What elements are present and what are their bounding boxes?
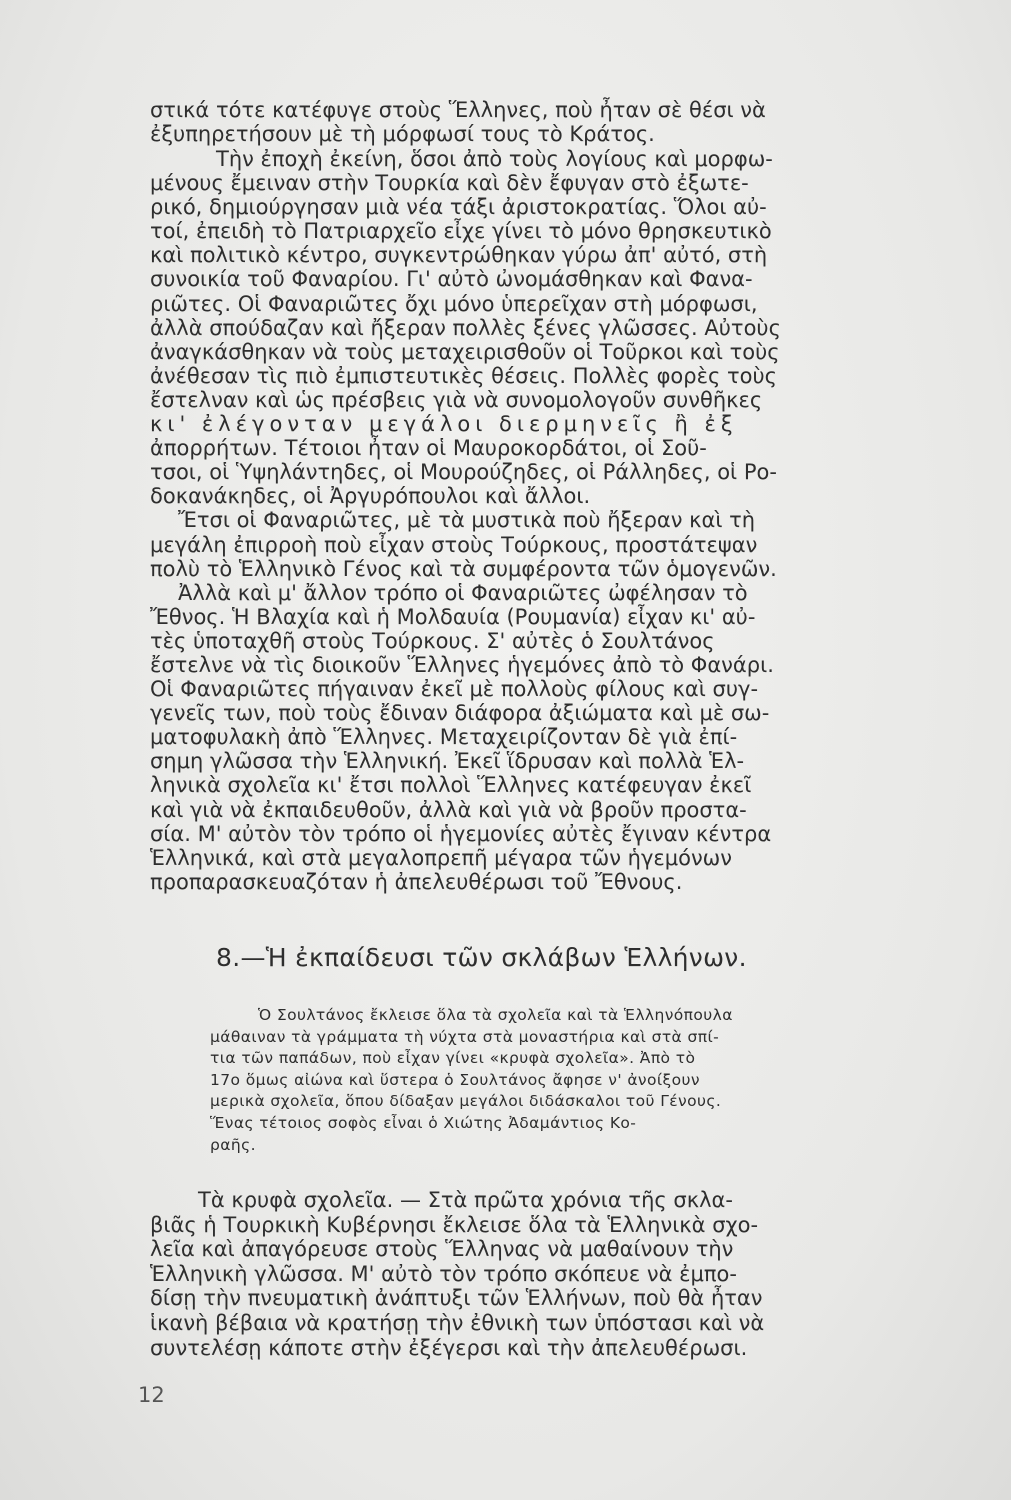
text-line: Οἱ Φαναριῶτες πήγαιναν ἐκεῖ μὲ πολλοὺς φίλους καὶ συγ- <box>150 677 759 702</box>
text-line: μένους ἔμειναν στὴν Τουρκία καὶ δὲν ἔφυγαν στὸ ἐξωτε- <box>150 171 749 196</box>
text-line: πολὺ τὸ Ἑλληνικὸ Γένος καὶ τὰ συμφέροντα τῶν ὁμογενῶν. <box>150 556 777 581</box>
paragraph-phanariotes <box>150 147 878 894</box>
text-line: γενεῖς των, ποὺ τοὺς ἔδιναν διάφορα ἀξιώματα καὶ μὲ σω- <box>150 701 770 726</box>
text-line: ματοφυλακὴ ἀπὸ Ἕλληνες. Μεταχειρίζονταν δὲ γιὰ ἐπί- <box>150 725 738 750</box>
text-line: στικά τότε κατέφυγε στοὺς Ἕλληνες, ποὺ ἦταν σὲ θέσι νὰ <box>150 98 766 122</box>
text-line: καὶ γιὰ νὰ ἐκπαιδευθοῦν, ἀλλὰ καὶ γιὰ νὰ βροῦν προστα- <box>150 797 747 822</box>
page-number: 12 <box>138 1383 165 1407</box>
text-line: Ἔτσι οἱ Φαναριῶτες, μὲ τὰ μυστικὰ ποὺ ἤξεραν καὶ τὴ <box>178 508 756 533</box>
text-line: ἀνέθεσαν τὶς πιὸ ἐμπιστευτικὲς θέσεις. Πολλὲς φορὲς τοὺς <box>150 363 777 388</box>
text-line: Ἑλληνικά, καὶ στὰ μεγαλοπρεπῆ μέγαρα τῶν ἡγεμόνων <box>150 845 732 870</box>
text-line: σία. Μ' αὐτὸν τὸν τρόπο οἱ ἡγεμονίες αὐτὲς ἔγιναν κέντρα <box>150 821 772 846</box>
summary-line: Ὁ Σουλτάνος ἔκλεισε ὅλα τὰ σχολεῖα καὶ τὰ Ἑλληνόπουλα <box>258 1006 733 1024</box>
text-line: δίσῃ τὴν πνευματικὴ ἀνάπτυξι τῶν Ἑλλήνων, ποὺ θὰ ἦταν <box>150 1286 763 1311</box>
summary-line: 17ο ὅμως αἰώνα καὶ ὕστερα ὁ Σουλτάνος ἄφησε ν' ἀνοίξουν <box>210 1070 700 1089</box>
text-line: ἔστελνε νὰ τὶς διοικοῦν Ἕλληνες ἡγεμόνες ἀπὸ τὸ Φανάρι. <box>150 652 774 677</box>
summary-line: Ἕνας τέτοιος σοφὸς εἶναι ὁ Χιώτης Ἀδαμάντιος Κο- <box>210 1113 637 1132</box>
section-heading: 8.—Ἡ ἐκπαίδευσι τῶν σκλάβων Ἑλλήνων. <box>216 943 747 972</box>
text-line: Ἀλλὰ καὶ μ' ἄλλον τρόπο οἱ Φαναριῶτες ὠφέλησαν τὸ <box>178 580 748 605</box>
text-line: λεῖα καὶ ἀπαγόρευσε στοὺς Ἕλληνας νὰ μαθαίνουν τὴν <box>150 1237 734 1262</box>
text-line: ρικό, δημιούργησαν μιὰ νέα τάξι ἀριστοκρατίας. Ὅλοι αὐ- <box>150 195 767 220</box>
text-line: συντελέσῃ κάποτε στὴν ἐξέγερσι καὶ τὴν ἀπελευθέρωσι. <box>150 1335 748 1360</box>
text-line: ληνικὰ σχολεῖα κι' ἔτσι πολλοὶ Ἕλληνες κατέφευγαν ἐκεῖ <box>150 773 752 798</box>
text-line: βιᾶς ἡ Τουρκικὴ Κυβέρνησι ἔκλεισε ὅλα τὰ Ἑλληνικὰ σχο- <box>150 1212 759 1237</box>
text-line: Ἔθνος. Ἡ Βλαχία καὶ ἡ Μολδαυία (Ρουμανία) εἶχαν κι' αὐ- <box>150 604 756 629</box>
summary-line: ραῆς. <box>210 1135 256 1154</box>
summary-line: τια τῶν παπάδων, ποὺ εἶχαν γίνει «κρυφὰ σχολεῖα». Ἀπὸ τὸ <box>210 1049 696 1068</box>
text-line: ριῶτες. Οἱ Φαναριῶτες ὄχι μόνο ὑπερεῖχαν στὴ μόρφωσι, <box>150 291 758 316</box>
text-line: τοί, ἐπειδὴ τὸ Πατριαρχεῖο εἶχε γίνει τὸ μόνο θρησκευτικὸ <box>150 219 772 244</box>
text-line: δοκανάκηδες, οἱ Ἀργυρόπουλοι καὶ ἄλλοι. <box>150 484 591 509</box>
summary-line: μερικὰ σχολεῖα, ὅπου δίδαξαν μεγάλοι διδάσκαλοι τοῦ Γένους. <box>210 1092 722 1111</box>
text-line: κι' ἐλέγονταν μεγάλοι διερμηνεῖς ἢ ἐξ <box>150 412 738 437</box>
text-line: τσοι, οἱ Ὑψηλάντηδες, οἱ Μουρούζηδες, οἱ Ράλληδες, οἱ Ρο- <box>150 460 777 485</box>
text-line: ἔστελναν καὶ ὡς πρέσβεις γιὰ νὰ συνομολογοῦν συνθῆκες <box>150 387 763 412</box>
text-line: συνοικία τοῦ Φαναρίου. Γι' αὐτὸ ὠνομάσθηκαν καὶ Φανα- <box>150 267 753 292</box>
text-line: Τὴν ἐποχὴ ἐκείνη, ὅσοι ἀπὸ τοὺς λογίους καὶ μορφω- <box>216 147 773 171</box>
paragraph-continuation <box>150 98 878 146</box>
text-line: σημη γλῶσσα τὴν Ἑλληνική. Ἐκεῖ ἵδρυσαν καὶ πολλὰ Ἑλ- <box>150 749 745 774</box>
text-line: Τὰ κρυφὰ σχολεῖα. — Στὰ πρῶτα χρόνια τῆς σκλα- <box>198 1188 733 1212</box>
text-line: ἱκανὴ βέβαια νὰ κρατήσῃ τὴν ἐθνικὴ των ὑπόστασι καὶ νὰ <box>150 1310 765 1335</box>
text-line: ἀναγκάσθηκαν νὰ τοὺς μεταχειρισθοῦν οἱ Τοῦρκοι καὶ τοὺς <box>150 339 780 364</box>
text-line: ἀλλὰ σπούδαζαν καὶ ἤξεραν πολλὲς ξένες γλῶσσες. Αὐτοὺς <box>150 315 781 340</box>
text-line: καὶ πολιτικὸ κέντρο, συγκεντρώθηκαν γύρω ἀπ' αὐτό, στὴ <box>150 243 768 268</box>
text-line: μεγάλη ἐπιρροὴ ποὺ εἶχαν στοὺς Τούρκους, προστάτεψαν <box>150 532 758 557</box>
text-line: ἀπορρήτων. Τέτοιοι ἦταν οἱ Μαυροκορδάτοι, οἱ Σοῦ- <box>150 436 707 461</box>
text-line: Ἑλληνικὴ γλῶσσα. Μ' αὐτὸ τὸν τρόπο σκόπευε νὰ ἐμπο- <box>150 1261 737 1286</box>
text-line: προπαρασκευαζόταν ἡ ἀπελευθέρωσι τοῦ Ἔθνους. <box>150 869 683 894</box>
text-line: ἐξυπηρετήσουν μὲ τὴ μόρφωσί τους τὸ Κράτος. <box>150 122 655 147</box>
section-summary <box>210 1005 733 1156</box>
paragraph-secret-schools <box>150 1188 878 1360</box>
text-line: τὲς ὑποταχθῆ στοὺς Τούρκους. Σ' αὐτὲς ὁ Σουλτάνος <box>150 628 715 653</box>
summary-line: μάθαιναν τὰ γράμματα τὴ νύχτα στὰ μοναστήρια καὶ στὰ σπί- <box>210 1027 720 1046</box>
